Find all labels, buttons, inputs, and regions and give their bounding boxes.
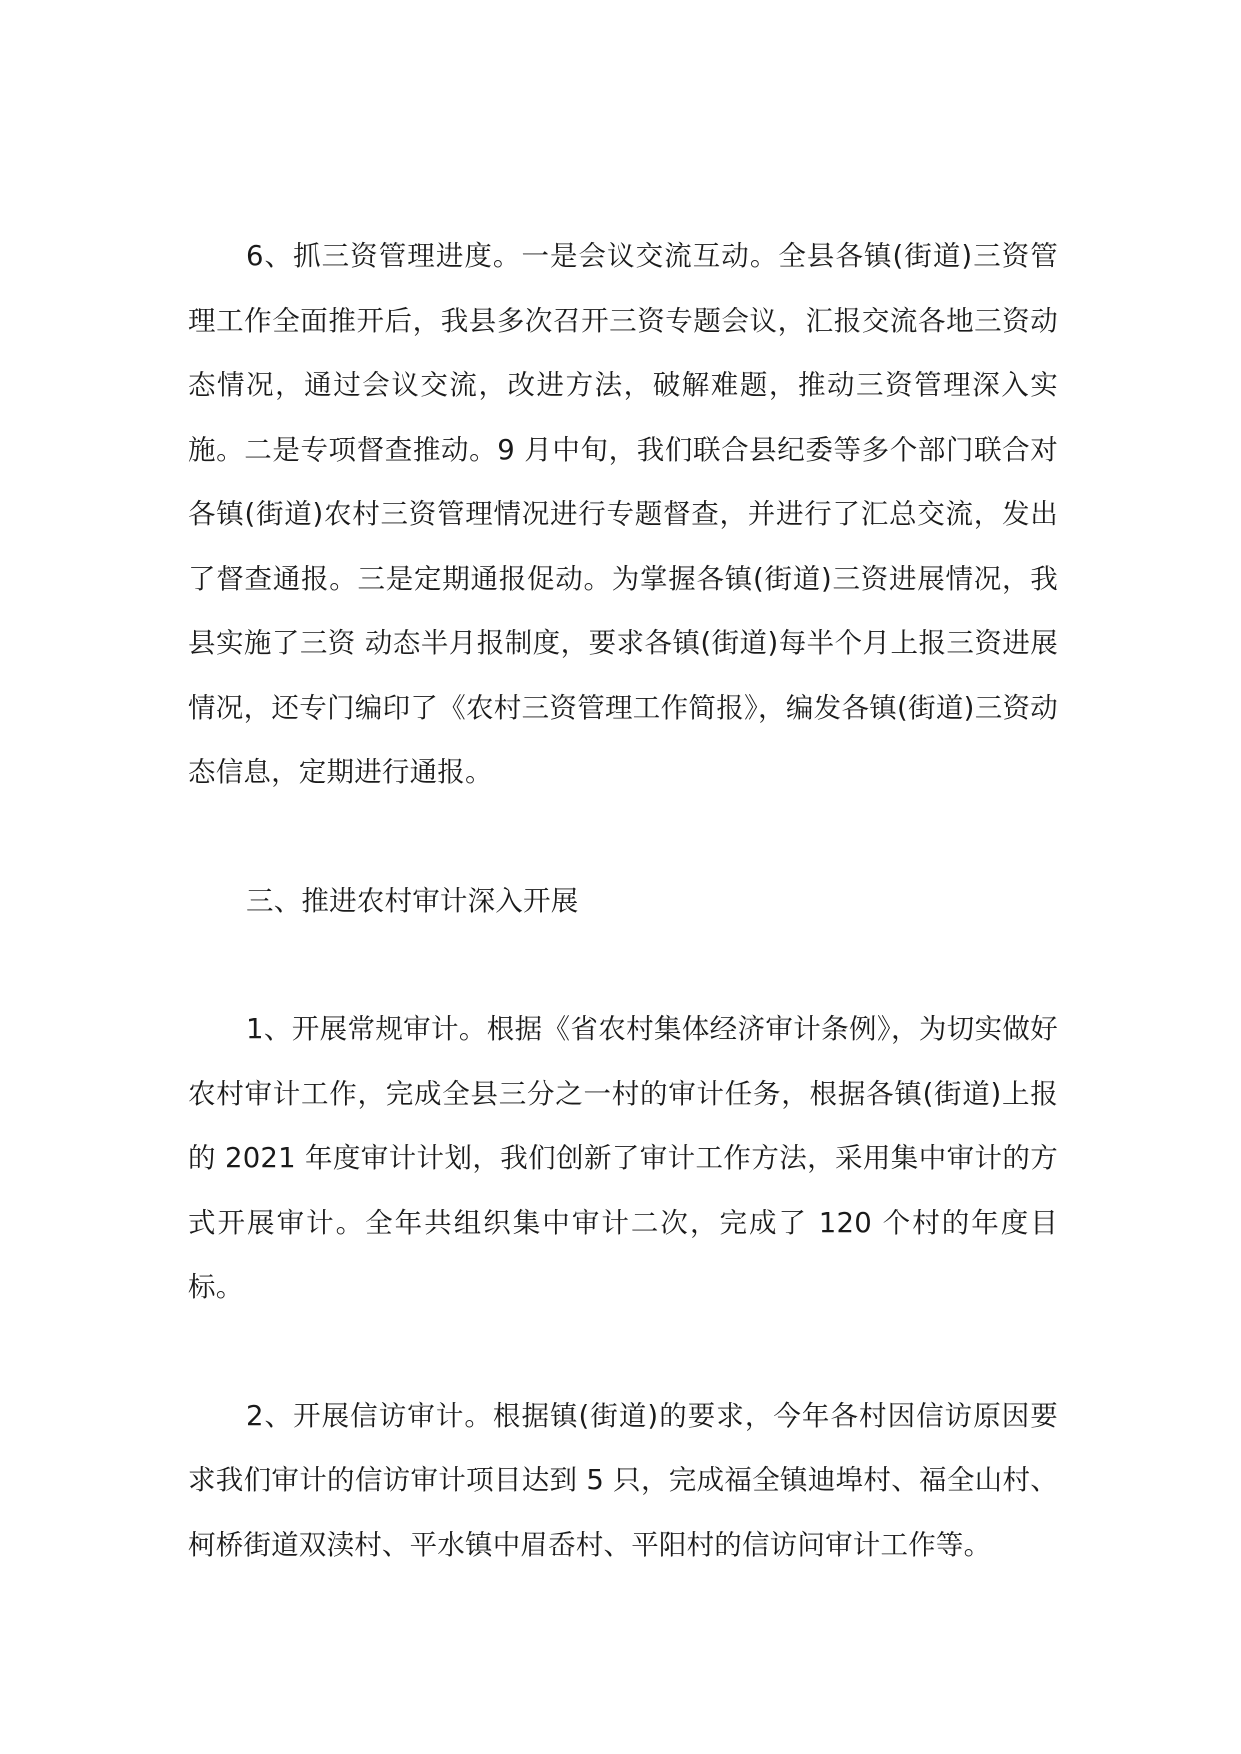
paragraph-petition-audit: 2、开展信访审计。根据镇(街道)的要求，今年各村因信访原因要求我们审计的信访审计项目达到 5 只，完成福全镇迪埠村、福全山村、柯桥街道双渎村、平水镇中眉岙村、平阳村的信访问审计工作等。 — [188, 1399, 1058, 1561]
paragraph-regular-audit: 1、开展常规审计。根据《省农村集体经济审计条例》，为切实做好农村审计工作，完成全县三分之一村的审计任务，根据各镇(街道)上报的 2021 年度审计计划，我们创新了审计工作方法，采用集中审计的方式开展审计。全年共组织集中审计二次，完成了 120 个村的年度目标。 — [188, 1013, 1058, 1303]
section-heading-rural-audit: 三、推进农村审计深入开展 — [246, 884, 579, 917]
document-body — [188, 224, 1058, 1577]
paragraph-three-assets-progress: 6、抓三资管理进度。一是会议交流互动。全县各镇(街道)三资管理工作全面推开后，我县多次召开三资专题会议，汇报交流各地三资动态情况，通过会议交流，改进方法，破解难题，推动三资管理深入实施。二是专项督查推动。9 月中旬，我们联合县纪委等多个部门联合对各镇(街道)农村三资管理情况进行专题督查，并进行了汇总交流，发出了督查通报。三是定期通报促动。为掌握各镇(街道)三资进展情况，我县实施了三资 动态半月报制度，要求各镇(街道)每半个月上报三资进展情况，还专门编印了《农村三资管理工作简报》，编发各镇(街道)三资动态信息，定期进行通报。 — [188, 240, 1058, 788]
